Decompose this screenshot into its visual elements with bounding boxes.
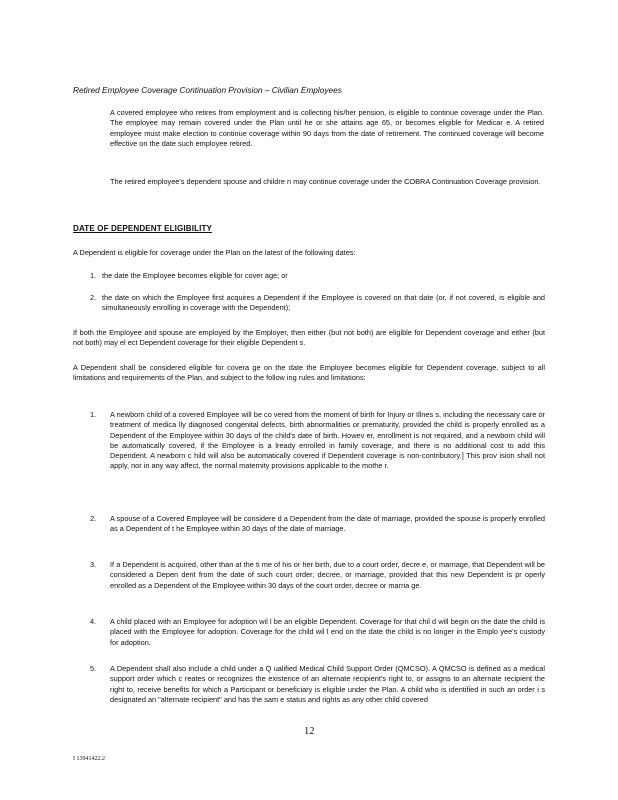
dependent-intro: A Dependent is eligible for coverage under the Plan on the latest of the following dates: bbox=[73, 248, 356, 257]
list-number: 2. bbox=[90, 293, 97, 302]
document-id: I 13941422.2 bbox=[73, 756, 105, 762]
list-item-text: If a Dependent is acquired, other than at the ti me of his or her birth, due to a court order, decre e, or marriage, that Dependent will be considered a Depen dent from the date of such court order, decree, or marriage, provided that this new Dependent is pr operly enrolled as a Dependent of the Employee within 30 days of the court order, decree or marria ge. bbox=[110, 560, 545, 590]
rule-item bbox=[90, 514, 545, 535]
list-number: 2. bbox=[90, 514, 97, 523]
list-number: 4. bbox=[90, 617, 97, 626]
retired-paragraph-2: The retired employee's dependent spouse and childre n may continue coverage under the COBRA Continuation Coverage provision. bbox=[110, 177, 541, 186]
rule-item bbox=[90, 560, 545, 591]
rule-item bbox=[90, 410, 545, 472]
list-item-text: the date on which the Employee first acquires a Dependent if the Employee is covered on that date (or, if not covered, is eligible and simultaneously enrolling in coverage with the Dependent); bbox=[102, 293, 545, 313]
list-item-text: A Dependent shall also include a child under a Q ualified Medical Child Support Order (QMCSO). A QMCSO is defined as a medical support order which c reates or recognizes the existence of an alternate recipient's right to, or assigns to an alternate recipient the right to, receive benefits for which a Participant or beneficiary is eligible under the Plan. A child who is identified in such an order i s designated an "alternate recipient" and has the sam e status and rights as any other child covered bbox=[110, 664, 545, 704]
rule-item bbox=[90, 664, 545, 705]
list-number: 5. bbox=[90, 664, 97, 673]
rule-item bbox=[90, 617, 545, 648]
list-number: 3. bbox=[90, 560, 97, 569]
list-item-text: A spouse of a Covered Employee will be considere d a Dependent from the date of marriage, provided the spouse is properly enrolled as a Dependent of t he Employee within 30 days of the date of marriage. bbox=[110, 514, 545, 534]
list-number: 1. bbox=[90, 271, 97, 280]
list-item-text: the date the Employee becomes eligible for cover age; or bbox=[102, 271, 288, 280]
list-number: 1. bbox=[90, 410, 97, 419]
page-number: 12 bbox=[304, 726, 315, 737]
both-employed-paragraph: If both the Employee and spouse are employed by the Employer, then either (but not both) are eligible for Dependent coverage and either (but not both) may el ect Dependent coverage for their eligible Dependent s. bbox=[73, 328, 545, 348]
list-item-text: A newborn child of a covered Employee will be co vered from the moment of birth for Injury or Illnes s, including the necessary care or treatment of medica lly diagnosed congenital defects, birth abnormalities or prematurity, provided the child is properly enrolled as a Dependent of the Employee within 30 days of the child's date of birth. Howev er, enrollment is not required, and a newborn child will be automatically covered, if the Employee is a lready enrolled in family coverage, and there is no additional cost to add this Dependent. A newborn c hild will also be automatically covered if Dependent coverage is non-contributory.] This prov ision shall not apply, nor in any way affect, the normal maternity provisions applicable to the mothe r. bbox=[110, 410, 545, 471]
dependent-date-item bbox=[90, 271, 545, 281]
retired-paragraph-1: A covered employee who retires from employment and is collecting his/her pension, is eligible to continue coverage under the Plan. The employee may remain covered under the Plan until he or she attains age 65, or becomes eligible for Medicar e. A retired employee must make election to continue coverage within 90 days from the date of retirement. The continued coverage will become effective on the date such employee retired. bbox=[110, 108, 544, 148]
dependent-eligibility-heading: DATE OF DEPENDENT ELIGIBILITY bbox=[73, 224, 212, 233]
list-item-text: A child placed with an Employee for adoption wil l be an eligible Dependent. Coverage for that chil d will begin on the date the child is placed with the Employee for adoption. Coverage for the child wil l end on the date the child is no longer in the Emplo yee's custody for adoption. bbox=[110, 617, 545, 647]
rules-intro-paragraph: A Dependent shall be considered eligible for covera ge on the date the Employee becomes eligible for Dependent coverage, subject to all limitations and requirements of the Plan, and subject to the follow ing rules and limitations: bbox=[73, 363, 545, 383]
dependent-date-item bbox=[90, 293, 545, 314]
retired-heading: Retired Employee Coverage Continuation Provision – Civilian Employees bbox=[73, 85, 342, 95]
